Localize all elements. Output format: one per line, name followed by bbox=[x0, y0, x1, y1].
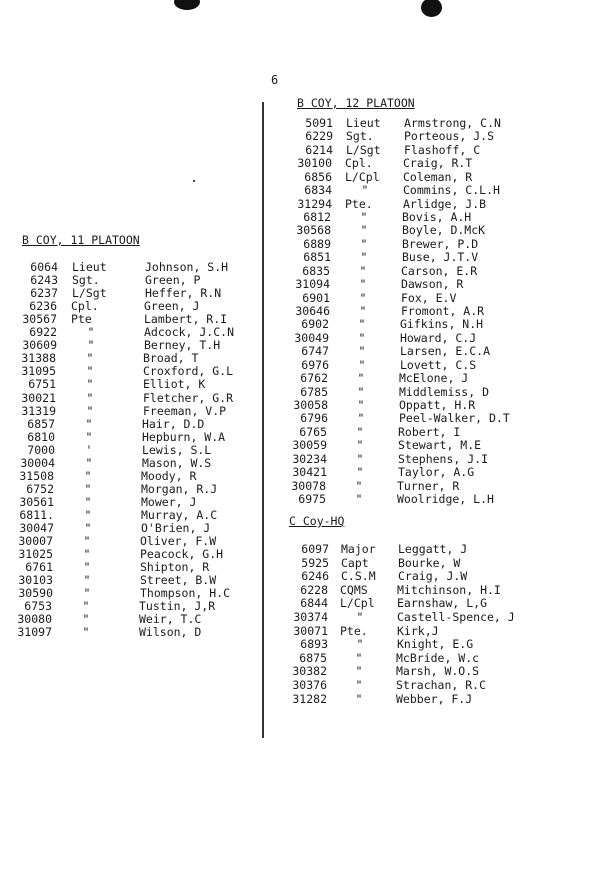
soldier-name: Lewis, S.L bbox=[142, 442, 212, 457]
soldier-name: Larsen, E.C.A bbox=[400, 344, 491, 359]
service-number: 30059 bbox=[292, 438, 327, 453]
soldier-name: Wilson, D bbox=[139, 625, 202, 640]
rank-ditto-mark: " bbox=[84, 494, 92, 509]
soldier-name: Flashoff, C bbox=[404, 142, 481, 157]
service-number: 6064 bbox=[30, 260, 58, 274]
service-number: 6834 bbox=[304, 183, 332, 198]
soldier-name: Street, B.W bbox=[140, 573, 217, 588]
soldier-name: Taylor, A.G bbox=[398, 465, 475, 480]
service-number: 6902 bbox=[301, 317, 329, 332]
soldier-name: McBride, W.c bbox=[396, 650, 480, 665]
service-number: 6811. bbox=[19, 507, 54, 522]
soldier-name: Dawson, R bbox=[401, 277, 464, 292]
soldier-name: Woolridge, L.H bbox=[397, 492, 494, 507]
rank-ditto-mark: " bbox=[360, 223, 368, 238]
service-number: 30421 bbox=[292, 465, 327, 480]
service-number: 31294 bbox=[297, 196, 332, 211]
service-number: 6761 bbox=[25, 560, 53, 575]
rank-ditto-mark: " bbox=[82, 599, 90, 614]
service-number: 6228 bbox=[300, 582, 328, 597]
rank-ditto-mark: " bbox=[360, 236, 368, 251]
soldier-name: Green, J bbox=[144, 299, 200, 314]
service-number: 6246 bbox=[301, 569, 329, 584]
rank-ditto-mark: " bbox=[356, 465, 364, 480]
rank-ditto-mark: " bbox=[356, 451, 364, 466]
soldier-name: Arlidge, J.B bbox=[403, 196, 487, 211]
service-number: 6762 bbox=[300, 371, 328, 386]
service-number: 31097 bbox=[17, 625, 52, 640]
rank-ditto-mark: ' bbox=[85, 442, 93, 457]
service-number: 5091 bbox=[305, 116, 333, 130]
service-number: 6976 bbox=[301, 357, 329, 372]
rank: L/Cpl bbox=[340, 596, 375, 611]
rank-ditto-mark: " bbox=[86, 351, 94, 366]
soldier-name: Bourke, W bbox=[398, 555, 461, 570]
rank-ditto-mark: " bbox=[83, 586, 91, 601]
service-number: 6765 bbox=[299, 424, 327, 439]
soldier-name: Commins, C.L.H bbox=[403, 183, 500, 198]
rank-ditto-mark: " bbox=[357, 411, 365, 426]
rank-ditto-mark: " bbox=[85, 416, 93, 431]
rank-ditto-mark: " bbox=[356, 637, 364, 652]
service-number: 30568 bbox=[296, 223, 331, 238]
soldier-name: McElone, J bbox=[399, 371, 469, 386]
soldier-name: Broad, T bbox=[143, 351, 199, 366]
soldier-name: Stephens, J.I bbox=[398, 451, 489, 466]
soldier-name: Fromont, A.R bbox=[401, 304, 485, 319]
rank: C.S.M bbox=[341, 569, 376, 584]
soldier-name: Lovett, C.S bbox=[400, 357, 477, 372]
rank-ditto-mark: " bbox=[360, 210, 368, 224]
rank: Pte bbox=[71, 312, 92, 327]
soldier-name: Adcock, J.C.N bbox=[144, 325, 235, 340]
rank-ditto-mark: " bbox=[358, 357, 366, 372]
soldier-name: Craig, R.T bbox=[403, 156, 473, 171]
service-number: 30646 bbox=[295, 304, 330, 319]
service-number: 30100 bbox=[297, 156, 332, 171]
rank: Cpl. bbox=[71, 299, 99, 314]
soldier-name: Howard, C.J bbox=[400, 330, 477, 345]
soldier-name: Freeman, V.P bbox=[143, 403, 227, 418]
rank-ditto-mark: " bbox=[359, 263, 367, 278]
soldier-name: Gifkins, N.H bbox=[400, 317, 484, 332]
rank-ditto-mark: " bbox=[83, 534, 91, 549]
rank: Sgt. bbox=[72, 273, 100, 288]
rank-ditto-mark: " bbox=[84, 521, 92, 535]
ink-blot-right bbox=[421, 0, 442, 17]
rank-ditto-mark: " bbox=[359, 304, 367, 319]
service-number: 6751 bbox=[28, 377, 56, 392]
section-heading-b-coy-11: B COY, 11 PLATOON bbox=[22, 233, 140, 247]
rank-ditto-mark: " bbox=[356, 438, 364, 453]
service-number: 6835 bbox=[302, 263, 330, 278]
soldier-name: Hair, D.D bbox=[142, 416, 205, 431]
rank-ditto-mark: " bbox=[87, 338, 95, 353]
service-number: 6097 bbox=[301, 542, 329, 556]
soldier-name: Armstrong, C.N bbox=[404, 116, 501, 130]
rank-ditto-mark: " bbox=[87, 325, 95, 340]
soldier-name: Craig, J.W bbox=[398, 569, 468, 584]
rank: Pte. bbox=[345, 196, 373, 211]
service-number: 6812 bbox=[303, 210, 331, 224]
service-number: 31282 bbox=[292, 691, 327, 706]
soldier-name: Marsh, W.O.S bbox=[396, 664, 480, 679]
service-number: 6236 bbox=[29, 299, 57, 314]
rank: Lieut bbox=[346, 116, 381, 130]
soldier-name: Peacock, G.H bbox=[140, 547, 224, 562]
soldier-name: O'Brien, J bbox=[141, 521, 211, 535]
soldier-name: Stewart, M.E bbox=[398, 438, 482, 453]
rank-ditto-mark: " bbox=[355, 664, 363, 679]
stray-mark bbox=[193, 180, 195, 182]
soldier-name: Bovis, A.H bbox=[402, 210, 472, 224]
service-number: 30609 bbox=[22, 338, 57, 353]
rank-ditto-mark: " bbox=[82, 625, 90, 640]
soldier-name: Carson, E.R bbox=[401, 263, 478, 278]
rank-ditto-mark: " bbox=[355, 691, 363, 706]
service-number: 30078 bbox=[291, 478, 326, 493]
service-number: 6753 bbox=[24, 599, 52, 614]
service-number: 7000 bbox=[27, 442, 55, 457]
soldier-name: Heffer, R.N bbox=[145, 286, 222, 301]
service-number: 31094 bbox=[295, 277, 330, 292]
soldier-name: Fletcher, G.R bbox=[143, 390, 234, 405]
service-number: 31095 bbox=[21, 364, 56, 379]
soldier-name: Strachan, R.C bbox=[396, 678, 487, 692]
service-number: 30004 bbox=[20, 455, 55, 470]
service-number: 30007 bbox=[18, 534, 53, 549]
soldier-name: Brewer, P.D bbox=[402, 236, 479, 251]
soldier-name: Morgan, R.J bbox=[141, 481, 218, 496]
soldier-name: Berney, T.H bbox=[144, 338, 221, 353]
soldier-name: Tustin, J,R bbox=[139, 599, 216, 614]
rank-ditto-mark: " bbox=[357, 398, 365, 413]
soldier-name: Leggatt, J bbox=[398, 542, 468, 556]
soldier-name: Johnson, S.H bbox=[145, 260, 229, 274]
soldier-name: Hepburn, W.A bbox=[142, 429, 226, 444]
soldier-name: Knight, E.G bbox=[397, 637, 474, 652]
soldier-name: Coleman, R bbox=[403, 169, 473, 184]
rank-ditto-mark: " bbox=[358, 330, 366, 345]
soldier-name: Earnshaw, L,G bbox=[397, 596, 488, 611]
service-number: 6889 bbox=[303, 236, 331, 251]
soldier-name: Weir, T.C bbox=[139, 612, 202, 627]
rank: CQMS bbox=[340, 582, 368, 597]
rank-ditto-mark: " bbox=[356, 424, 364, 439]
soldier-name: Mason, W.S bbox=[142, 455, 212, 470]
service-number: 6893 bbox=[300, 637, 328, 652]
service-number: 6785 bbox=[300, 384, 328, 399]
soldier-name: Croxford, G.L bbox=[143, 364, 234, 379]
rank: L/Sgt bbox=[72, 286, 107, 301]
service-number: 30561 bbox=[19, 494, 54, 509]
rank-ditto-mark: " bbox=[355, 492, 363, 507]
service-number: 5925 bbox=[301, 555, 329, 570]
rank-ditto-mark: " bbox=[84, 481, 92, 496]
soldier-name: Middlemiss, D bbox=[399, 384, 490, 399]
rank: Sgt. bbox=[346, 129, 374, 144]
rank: L/Cpl bbox=[345, 169, 380, 184]
section-heading-c-coy-hq: C Coy-HQ bbox=[289, 514, 345, 528]
service-number: 6975 bbox=[298, 492, 326, 507]
soldier-name: Moody, R bbox=[141, 468, 197, 483]
service-number: 30590 bbox=[18, 586, 53, 601]
rank: Pte. bbox=[340, 623, 368, 638]
service-number: 30021 bbox=[21, 390, 56, 405]
ink-blot-left bbox=[174, 0, 200, 10]
soldier-name: Fox, E.V bbox=[401, 290, 457, 305]
service-number: 6229 bbox=[305, 129, 333, 144]
rank-ditto-mark: " bbox=[83, 573, 91, 588]
soldier-name: Green, P bbox=[145, 273, 201, 288]
soldier-name: Boyle, D.McK bbox=[402, 223, 486, 238]
rank: Major bbox=[341, 542, 376, 556]
service-number: 6810 bbox=[27, 429, 55, 444]
rank-ditto-mark: " bbox=[83, 560, 91, 575]
service-number: 30049 bbox=[294, 330, 329, 345]
service-number: 30058 bbox=[293, 398, 328, 413]
service-number: 6796 bbox=[300, 411, 328, 426]
rank-ditto-mark: " bbox=[356, 610, 364, 624]
rank-ditto-mark: " bbox=[359, 277, 367, 292]
service-number: 6856 bbox=[304, 169, 332, 184]
soldier-name: Buse, J.T.V bbox=[402, 250, 479, 265]
soldier-name: Robert, I bbox=[398, 424, 461, 439]
service-number: 30567 bbox=[22, 312, 57, 327]
rank-ditto-mark: " bbox=[83, 547, 91, 562]
rank-ditto-mark: " bbox=[82, 612, 90, 627]
rank-ditto-mark: " bbox=[84, 468, 92, 483]
soldier-name: Oliver, F.W bbox=[140, 534, 217, 549]
service-number: 6752 bbox=[26, 481, 54, 496]
service-number: 6747 bbox=[301, 344, 329, 359]
rank-ditto-mark: " bbox=[355, 650, 363, 665]
rank-ditto-mark: " bbox=[358, 317, 366, 332]
service-number: 31319 bbox=[21, 403, 56, 418]
soldier-name: Peel-Walker, D.T bbox=[399, 411, 510, 426]
rank-ditto-mark: " bbox=[359, 290, 367, 305]
page-number: 6 bbox=[271, 73, 279, 87]
service-number: 30234 bbox=[292, 451, 327, 466]
rank-ditto-mark: " bbox=[360, 250, 368, 265]
service-number: 6237 bbox=[30, 286, 58, 301]
service-number: 30382 bbox=[292, 664, 327, 679]
rank-ditto-mark: " bbox=[357, 371, 365, 386]
rank-ditto-mark: " bbox=[86, 403, 94, 418]
rank-ditto-mark: " bbox=[86, 377, 94, 392]
soldier-name: Castell-Spence, J bbox=[397, 610, 515, 624]
rank-ditto-mark: " bbox=[85, 455, 93, 470]
soldier-name: Mower, J bbox=[141, 494, 197, 509]
service-number: 6875 bbox=[299, 650, 327, 665]
service-number: 30376 bbox=[292, 678, 327, 692]
service-number: 6922 bbox=[29, 325, 57, 340]
service-number: 31025 bbox=[18, 547, 53, 562]
rank-ditto-mark: " bbox=[358, 344, 366, 359]
service-number: 30374 bbox=[293, 610, 328, 624]
soldier-name: Murray, A.C bbox=[141, 507, 218, 522]
service-number: 6243 bbox=[30, 273, 58, 288]
rank-ditto-mark: " bbox=[361, 183, 369, 198]
rank-ditto-mark: " bbox=[86, 364, 94, 379]
service-number: 30047 bbox=[19, 521, 54, 535]
service-number: 6851 bbox=[303, 250, 331, 265]
service-number: 30103 bbox=[18, 573, 53, 588]
service-number: 30071 bbox=[293, 623, 328, 638]
rank: Cpl. bbox=[345, 156, 373, 171]
rank-ditto-mark: " bbox=[357, 384, 365, 399]
rank-ditto-mark: " bbox=[85, 429, 93, 444]
service-number: 30080 bbox=[17, 612, 52, 627]
soldier-name: Kirk,J bbox=[397, 623, 439, 638]
column-divider bbox=[262, 102, 264, 738]
rank: Capt bbox=[341, 555, 369, 570]
soldier-name: Turner, R bbox=[397, 478, 460, 493]
service-number: 31508 bbox=[19, 468, 54, 483]
soldier-name: Oppatt, H.R bbox=[399, 398, 476, 413]
rank-ditto-mark: " bbox=[355, 678, 363, 692]
service-number: 6901 bbox=[302, 290, 330, 305]
service-number: 6214 bbox=[305, 142, 333, 157]
rank: L/Sgt bbox=[346, 142, 381, 157]
section-heading-b-coy-12: B COY, 12 PLATOON bbox=[297, 96, 415, 110]
soldier-name: Mitchinson, H.I bbox=[397, 582, 501, 597]
service-number: 6857 bbox=[27, 416, 55, 431]
soldier-name: Lambert, R.I bbox=[144, 312, 228, 327]
rank-ditto-mark: " bbox=[86, 390, 94, 405]
service-number: 6844 bbox=[300, 596, 328, 611]
soldier-name: Webber, F.J bbox=[396, 691, 473, 706]
soldier-name: Elliot, K bbox=[143, 377, 206, 392]
rank-ditto-mark: " bbox=[355, 478, 363, 493]
soldier-name: Thompson, H.C bbox=[140, 586, 231, 601]
soldier-name: Porteous, J.S bbox=[404, 129, 495, 144]
service-number: 31388 bbox=[21, 351, 56, 366]
rank-ditto-mark: " bbox=[84, 507, 92, 522]
soldier-name: Shipton, R bbox=[140, 560, 210, 575]
rank: Lieut bbox=[72, 260, 107, 274]
